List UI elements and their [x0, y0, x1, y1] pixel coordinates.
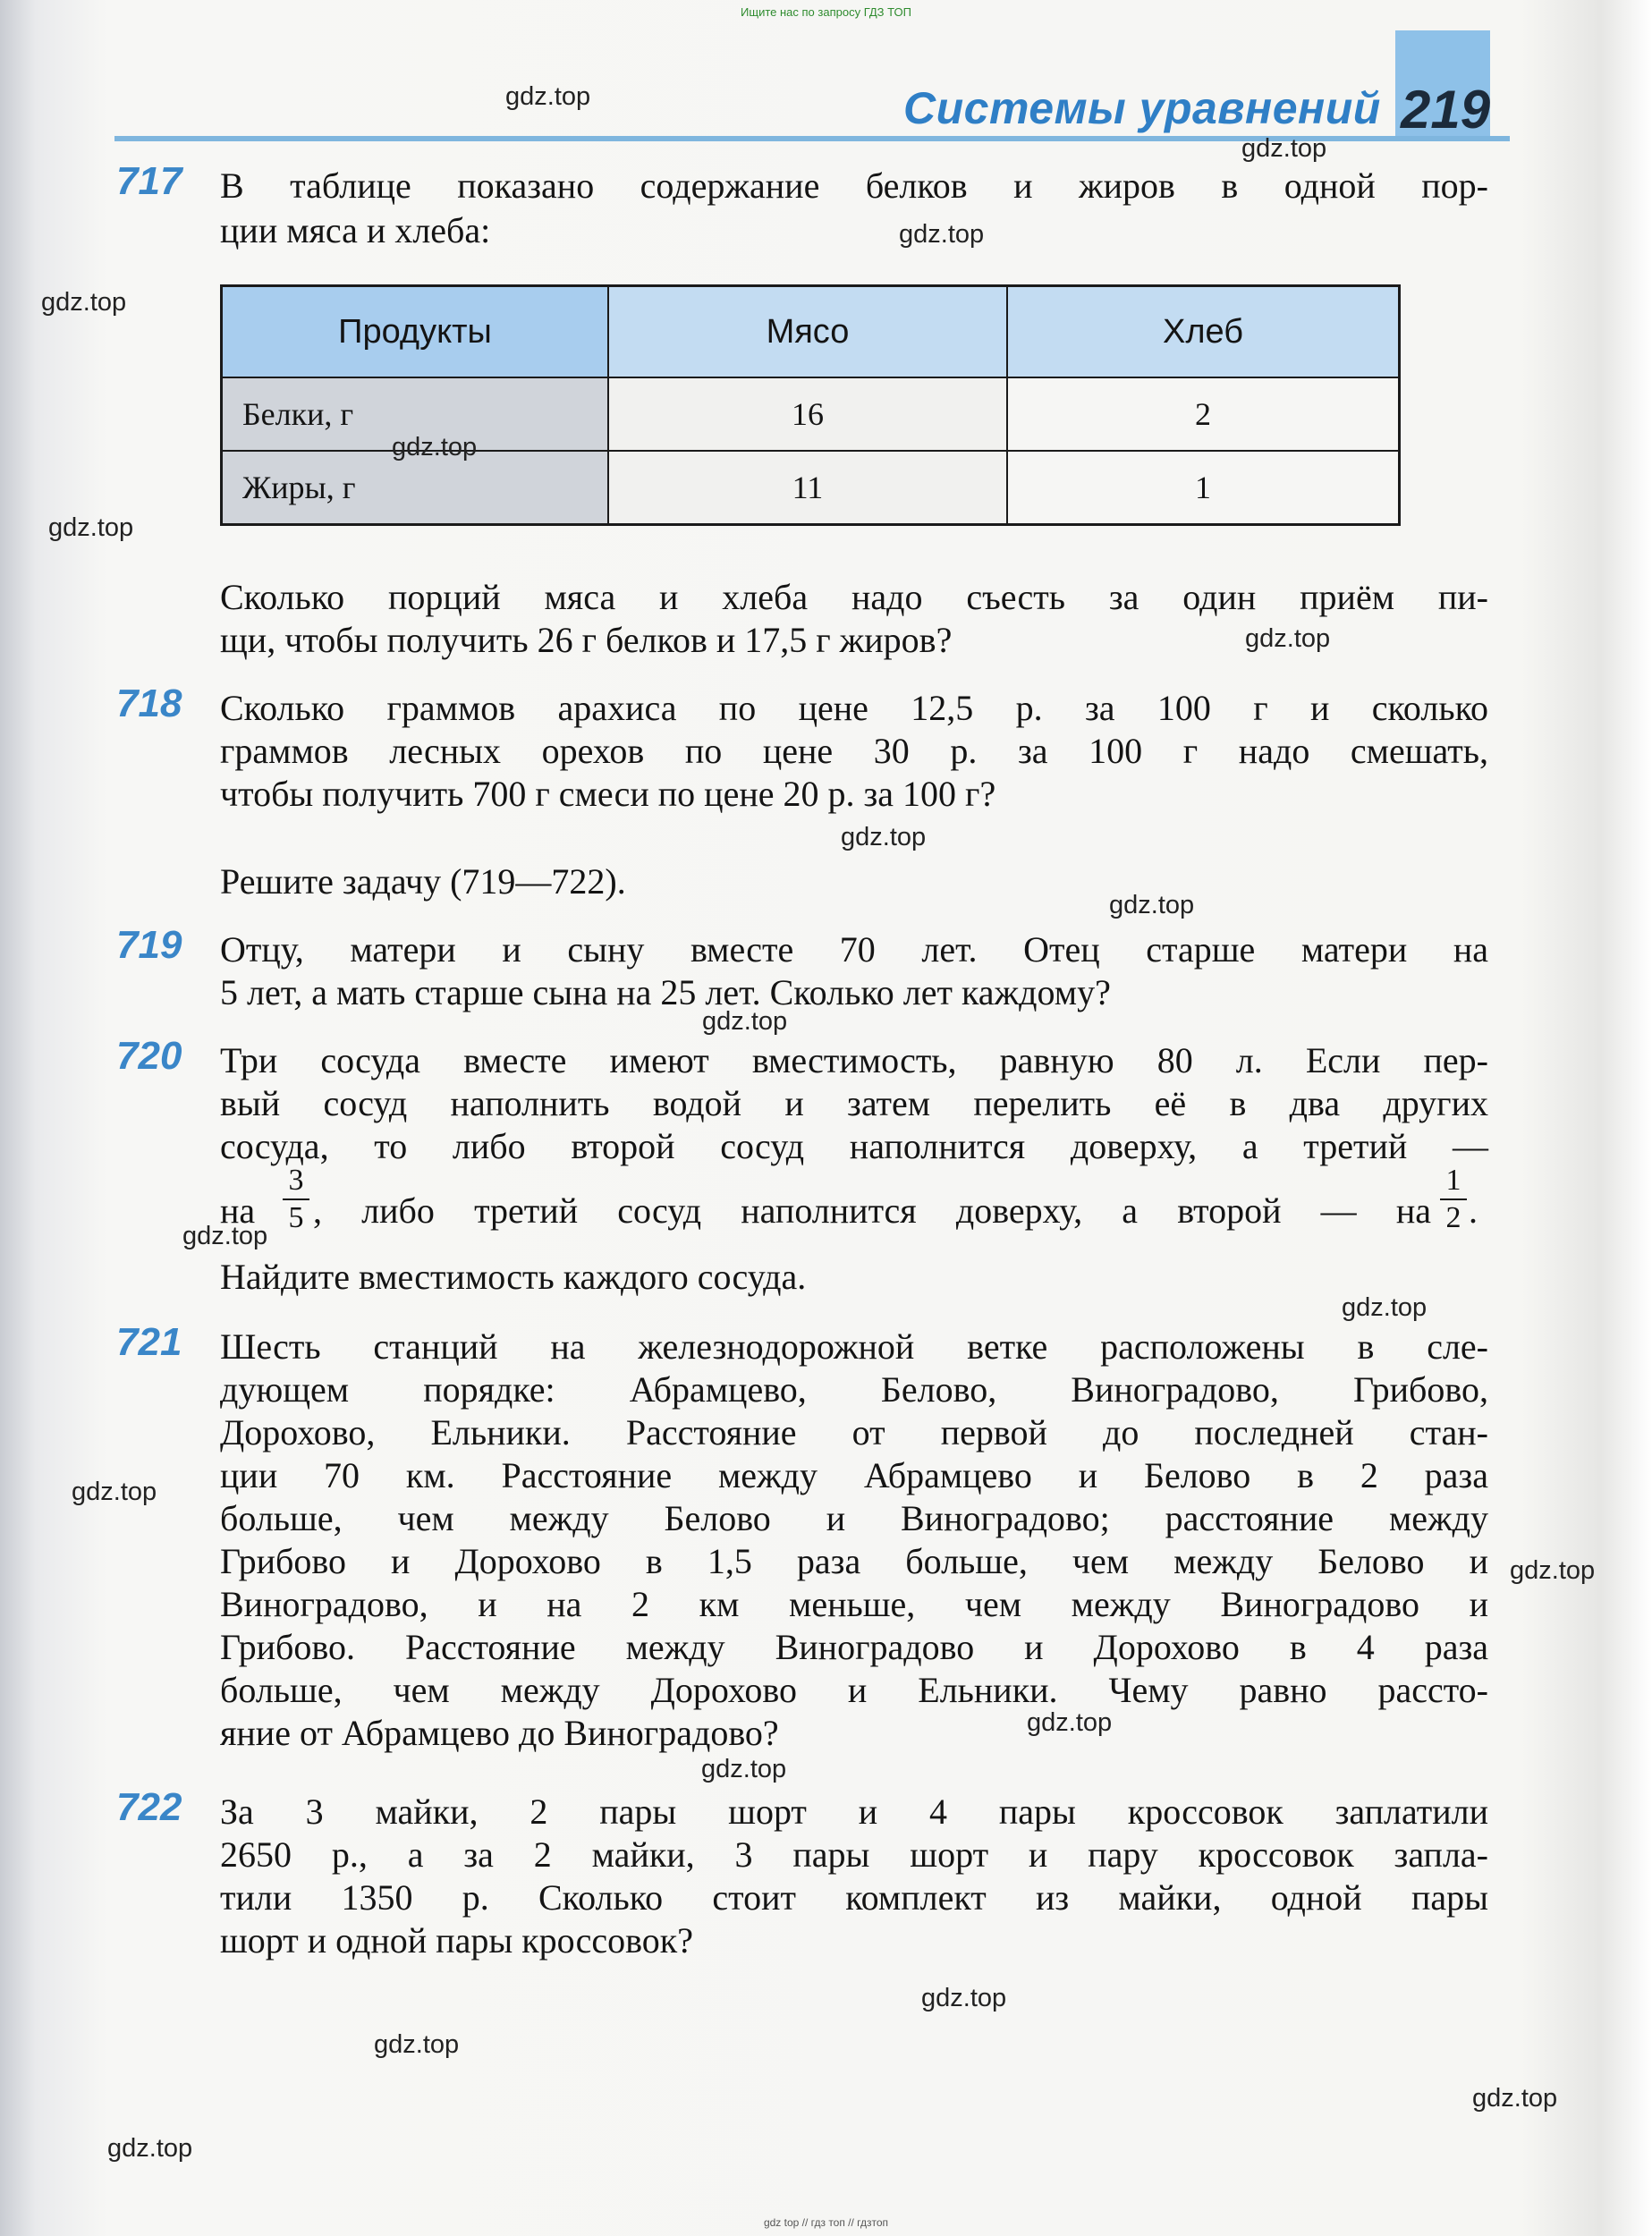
top-note: Ищите нас по запросу ГДЗ ТОП [741, 5, 911, 19]
watermark: gdz.top [1510, 1556, 1596, 1585]
text-line: Виноградово, и на 2 км меньше, чем между Виноградово и [220, 1584, 1488, 1624]
text-line: на [220, 1190, 256, 1231]
watermark: gdz.top [899, 220, 985, 249]
text-line: сосуда, то либо второй сосуд наполнится доверху, а третий — [220, 1126, 1488, 1166]
watermark: gdz.top [1027, 1708, 1113, 1737]
text-line: ции 70 км. Расстояние между Абрамцево и Белово в 2 раза [220, 1455, 1488, 1495]
text-line: Сколько порций мяса и хлеба надо съесть за один приём пи- [220, 577, 1488, 617]
text-line: дующем порядке: Абрамцево, Белово, Виноградово, Грибово, [220, 1369, 1488, 1410]
watermark: gdz.top [1245, 624, 1331, 653]
cell-meat: 11 [608, 451, 1007, 525]
instruction: Решите задачу (719—722). [220, 861, 626, 902]
text-line: В таблице показано содержание белков и жиров в одной пор- [220, 165, 1488, 206]
text-line: 5 лет, а мать старше сына на 25 лет. Сколько лет каждому? [220, 972, 1111, 1012]
text-line: тили 1350 р. Сколько стоит комплект из майки, одной пары [220, 1877, 1488, 1918]
watermark: gdz.top [392, 433, 478, 462]
watermark: gdz.top [841, 823, 927, 851]
watermark: gdz.top [701, 1755, 787, 1783]
text-line: Дорохово, Ельники. Расстояние от первой до последней стан- [220, 1412, 1488, 1453]
text-line: больше, чем между Дорохово и Ельники. Чему равно рассто- [220, 1670, 1488, 1710]
watermark: gdz.top [107, 2134, 193, 2163]
text-line: чтобы получить 700 г смеси по цене 20 р. за 100 г? [220, 774, 996, 814]
problem-number-718: 718 [116, 682, 182, 725]
watermark: gdz.top [72, 1478, 157, 1506]
nutrition-table [220, 284, 1401, 526]
bottom-note: gdz top // гдз топ // гдзтоп [763, 2216, 889, 2229]
text-line: Сколько граммов арахиса по цене 12,5 р. за 100 г и сколько [220, 688, 1488, 728]
watermark: gdz.top [182, 1222, 268, 1250]
watermark: gdz.top [1342, 1293, 1427, 1322]
watermark: gdz.top [1241, 134, 1327, 163]
watermark: gdz.top [374, 2030, 460, 2059]
cell-bread: 1 [1007, 451, 1400, 525]
cell-bread: 2 [1007, 377, 1400, 451]
text-line: . [1469, 1190, 1478, 1231]
text-line: Найдите вместимость каждого сосуда. [220, 1257, 807, 1297]
text-line: 2650 р., а за 2 майки, 3 пары шорт и пару кроссовок запла- [220, 1834, 1488, 1875]
text-line: яние от Абрамцево до Виноградово? [220, 1713, 779, 1753]
problem-number-719: 719 [116, 923, 182, 967]
text-line: Шесть станций на железнодорожной ветке расположены в сле- [220, 1326, 1488, 1367]
watermark: gdz.top [921, 1984, 1007, 2012]
watermark: gdz.top [41, 288, 127, 317]
text-line: ции мяса и хлеба: [220, 210, 491, 250]
problem-number-722: 722 [116, 1785, 182, 1829]
watermark: gdz.top [505, 82, 591, 111]
text-line: Грибово и Дорохово в 1,5 раза больше, чем между Белово и [220, 1541, 1488, 1581]
watermark: gdz.top [48, 513, 134, 542]
table-header-row [222, 286, 1400, 378]
row-label: Жиры, г [222, 451, 609, 525]
table-header-products: Продукты [222, 286, 609, 378]
table-header-bread: Хлеб [1007, 286, 1400, 378]
watermark: gdz.top [1109, 891, 1195, 919]
text-line: Отцу, матери и сыну вместе 70 лет. Отец старше матери на [220, 929, 1488, 970]
text-line: , либо третий сосуд наполнится доверху, а второй — на [313, 1190, 1431, 1231]
watermark: gdz.top [1472, 2084, 1558, 2113]
problem-number-720: 720 [116, 1034, 182, 1078]
text-line: За 3 майки, 2 пары шорт и 4 пары кроссовок заплатили [220, 1791, 1488, 1832]
table-header-meat: Мясо [608, 286, 1007, 378]
page-number: 219 [1401, 80, 1491, 140]
text-line: щи, чтобы получить 26 г белков и 17,5 г жиров? [220, 620, 953, 660]
fraction-one-half: 1 2 [1440, 1165, 1467, 1234]
problem-number-721: 721 [116, 1320, 182, 1364]
text-line: Три сосуда вместе имеют вместимость, равную 80 л. Если пер- [220, 1040, 1488, 1080]
text-line: больше, чем между Белово и Виноградово; расстояние между [220, 1498, 1488, 1538]
text-line: вый сосуд наполнить водой и затем перелить её в два других [220, 1083, 1488, 1123]
text-line: граммов лесных орехов по цене 30 р. за 100 г надо смешать, [220, 731, 1488, 771]
text-line: шорт и одной пары кроссовок? [220, 1920, 693, 1961]
text-line: Грибово. Расстояние между Виноградово и Дорохово в 4 раза [220, 1627, 1488, 1667]
problem-number-717: 717 [116, 159, 182, 203]
cell-meat: 16 [608, 377, 1007, 451]
row-label: Белки, г [222, 377, 609, 451]
chapter-title: Системы уравнений [903, 83, 1381, 133]
watermark: gdz.top [702, 1007, 788, 1036]
fraction-three-fifths: 3 5 [283, 1165, 309, 1234]
